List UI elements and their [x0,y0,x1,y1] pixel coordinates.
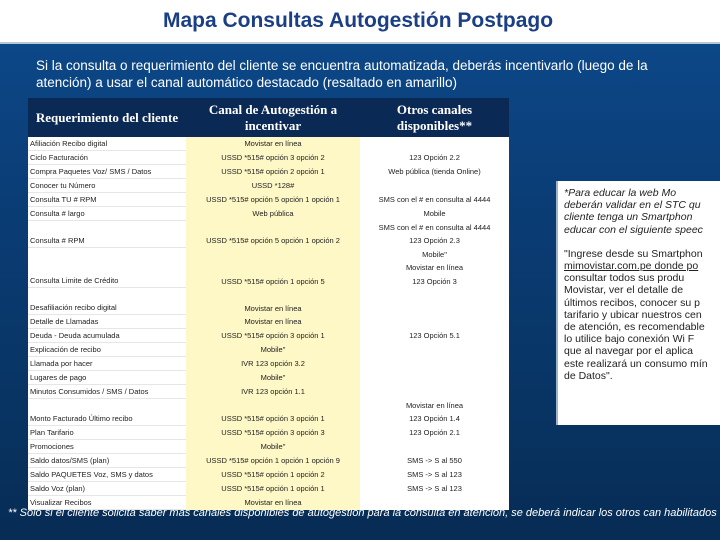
cell-others: Mobile [360,207,509,221]
cell-requirement [28,399,186,412]
table-row [28,288,509,301]
cell-channel: USSD *515# opción 5 opción 1 opción 1 [186,193,360,207]
table-row [28,482,509,496]
cell-others [360,288,509,301]
table-row [28,315,509,329]
title-bar [0,0,720,44]
cell-requirement: Minutos Consumidos / SMS / Datos [28,385,186,399]
consultas-table [28,98,509,510]
side-note-line: educar con el siguiente speec [564,223,703,236]
cell-requirement: Plan Tarifario [28,426,186,440]
side-note-line: "Ingrese desde su Smartphon [564,247,703,260]
cell-channel: USSD *515# opción 3 opción 2 [186,151,360,165]
intro-text: Si la consulta o requerimiento del cliente se encuentra automatizada, deberás incentivarlo (luego de la atención) a usar el canal automático destacado (resaltado en amarillo) [36,58,648,90]
table-row [28,137,509,151]
cell-others: SMS con el # en consulta al 4444 [360,221,509,234]
cell-others: 123 Opción 2.3 [360,234,509,248]
table-row [28,454,509,468]
cell-requirement: Saldo Voz (plan) [28,482,186,496]
cell-channel: USSD *515# opción 2 opción 1 [186,165,360,179]
cell-channel: Movistar en línea [186,301,360,315]
cell-channel: Mobile" [186,371,360,385]
cell-channel: Movistar en línea [186,137,360,151]
cell-channel: Mobile" [186,440,360,454]
cell-others: SMS -> S al 550 [360,454,509,468]
cell-requirement: Consulta TU # RPM [28,193,186,207]
cell-others: 123 Opción 2.1 [360,426,509,440]
cell-channel: USSD *128# [186,179,360,193]
cell-requirement [28,288,186,301]
table-row [28,385,509,399]
cell-requirement: Afiliación Recibo digital [28,137,186,151]
cell-channel: USSD *515# opción 3 opción 3 [186,426,360,440]
footnote: ** Solo si el cliente solicita saber más canales disponibles de autogestión para la consulta en atención, se deberá indicar los otros can habilitados [8,507,717,519]
cell-channel: USSD *515# opción 1 opción 1 opción 9 [186,454,360,468]
side-note-line: mimovistar.com.pe donde po [564,260,699,273]
table-row [28,343,509,357]
cell-requirement [28,247,186,260]
table-row [28,151,509,165]
table-row [28,179,509,193]
cell-others: Movistar en línea [360,399,509,412]
cell-requirement: Llamada por hacer [28,357,186,371]
cell-requirement: Saldo datos/SMS (plan) [28,454,186,468]
cell-channel: USSD *515# opción 5 opción 1 opción 2 [186,234,360,248]
cell-others [360,440,509,454]
cell-others [360,371,509,385]
cell-channel: Mobile" [186,343,360,357]
cell-requirement: Desafiliación recibo digital [28,301,186,315]
cell-others [360,385,509,399]
cell-requirement: Conocer tu Número [28,179,186,193]
cell-requirement: Detalle de Llamadas [28,315,186,329]
side-note-line: *Para educar la web Mo [564,187,677,199]
side-note-line: de atención, es recomendable [564,321,705,334]
cell-channel [186,288,360,301]
table-row [28,440,509,454]
cell-others: SMS con el # en consulta al 4444 [360,193,509,207]
cell-requirement: Consulta # RPM [28,234,186,248]
cell-requirement: Compra Paquetes Voz/ SMS / Datos [28,165,186,179]
cell-others: 123 Opción 3 [360,274,509,288]
table-row [28,399,509,412]
cell-others [360,301,509,315]
side-note-intro [564,187,720,236]
cell-others [360,357,509,371]
table-row [28,207,509,221]
side-note-line: tarifario y ubicar nuestros cen [564,308,702,321]
table-row [28,357,509,371]
cell-requirement [28,221,186,234]
cell-others: SMS -> S al 123 [360,468,509,482]
cell-requirement: Deuda - Deuda acumulada [28,329,186,343]
cell-channel: USSD *515# opción 1 opción 5 [186,274,360,288]
header-others: Otros canales disponibles** [360,98,509,137]
cell-channel: IVR 123 opción 1.1 [186,385,360,399]
table-header-row [28,98,509,137]
cell-requirement: Consulta # largo [28,207,186,221]
cell-requirement: Saldo PAQUETES Voz, SMS y datos [28,468,186,482]
side-note-line: consultar todos sus produ [564,272,685,285]
cell-others: Movistar en línea [360,261,509,274]
page-title: Mapa Consultas Autogestión Postpago [162,9,554,32]
cell-channel [186,399,360,412]
cell-requirement: Ciclo Facturación [28,151,186,165]
cell-requirement: Explicación de recibo [28,343,186,357]
table-row [28,165,509,179]
side-note-line: este realizará un consumo mín [564,357,708,370]
cell-others: 123 Opción 1.4 [360,412,509,426]
cell-channel: Movistar en línea [186,315,360,329]
cell-channel: Movistar en línea [186,496,360,510]
cell-others [360,315,509,329]
cell-others: SMS -> S al 123 [360,482,509,496]
table-row [28,371,509,385]
table-row [28,193,509,207]
side-note-line: de Datos". [564,369,613,382]
cell-requirement: Promociones [28,440,186,454]
cell-channel: USSD *515# opción 3 opción 1 [186,412,360,426]
side-note-quote [564,248,720,382]
side-note-line: deberán validar en el STC qu [564,199,701,212]
cell-channel [186,261,360,274]
cell-others: Mobile" [360,247,509,260]
header-channel: Canal de Autogestión a incentivar [186,98,360,137]
table-row [28,234,509,248]
cell-others [360,343,509,357]
side-note-line: cliente tenga un Smartphon [564,211,693,224]
cell-others [360,179,509,193]
table-row [28,412,509,426]
cell-channel: USSD *515# opción 3 opción 1 [186,329,360,343]
cell-channel: USSD *515# opción 1 opción 2 [186,468,360,482]
cell-requirement [28,261,186,274]
cell-requirement: Consulta Limite de Crédito [28,274,186,288]
table-row [28,247,509,260]
cell-channel: Web pública [186,207,360,221]
side-note-line: Movistar, ver el detalle de [564,284,684,297]
cell-channel [186,247,360,260]
table-row [28,468,509,482]
table-row [28,329,509,343]
table-row [28,221,509,234]
table-row [28,261,509,274]
side-note-line: lo utilice bajo conexión Wi F [564,333,695,346]
side-note-line: últimos recibos, conocer su p [564,296,700,309]
cell-requirement: Lugares de pago [28,371,186,385]
cell-others [360,137,509,151]
side-note-box [556,181,720,425]
cell-channel: USSD *515# opción 1 opción 1 [186,482,360,496]
cell-requirement: Visualizar Recibos [28,496,186,510]
side-note-line: que al navegar por el aplica [564,345,694,358]
table-row [28,426,509,440]
cell-others: Web pública (tienda Online) [360,165,509,179]
cell-others: 123 Opción 2.2 [360,151,509,165]
table-row [28,301,509,315]
cell-channel: IVR 123 opción 3.2 [186,357,360,371]
table-row [28,274,509,288]
cell-channel [186,221,360,234]
cell-requirement: Monto Facturado Último recibo [28,412,186,426]
header-requirement: Requerimiento del cliente [28,98,186,137]
cell-others: 123 Opción 5.1 [360,329,509,343]
